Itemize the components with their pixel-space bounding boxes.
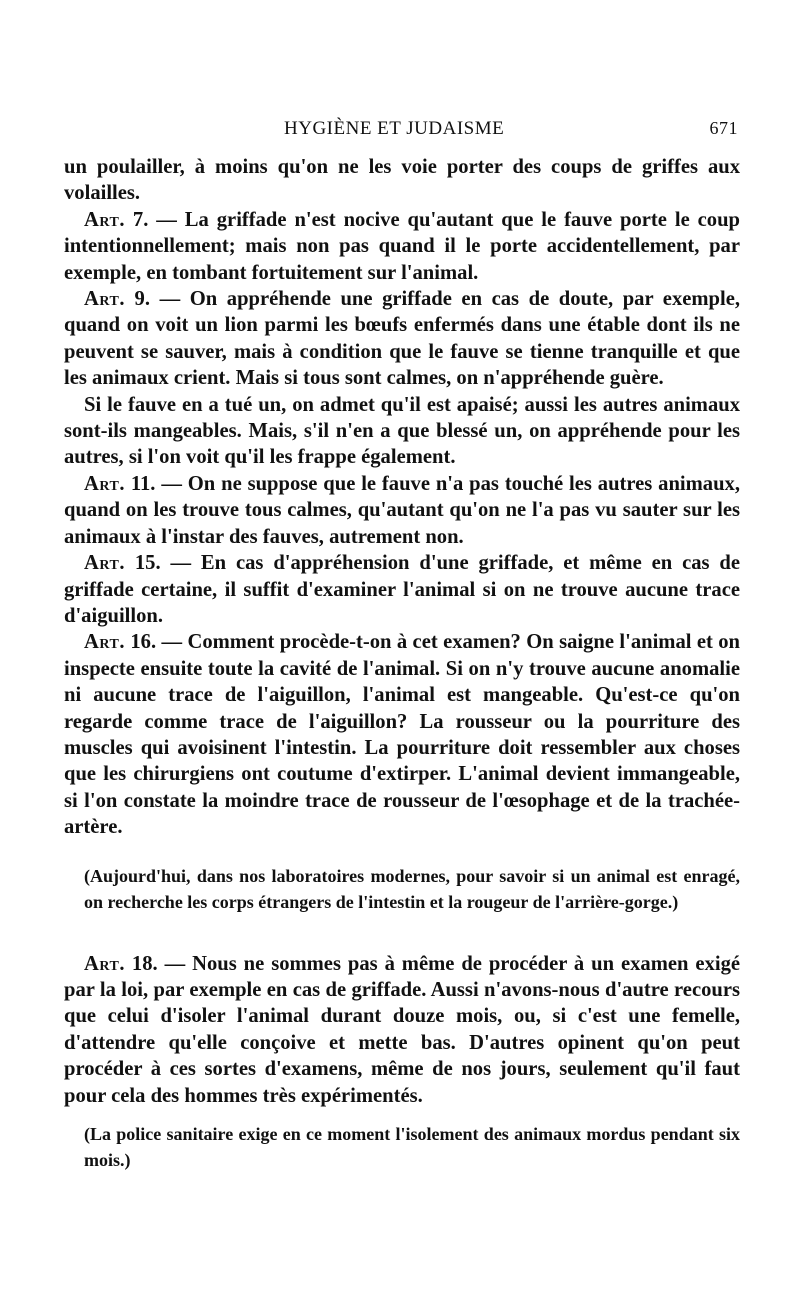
main-text: [64, 154, 740, 841]
paragraph: [64, 392, 740, 471]
page-number: 671: [709, 118, 738, 138]
article-11: [64, 471, 740, 550]
paragraph-text: 9. — On appréhende une griffade en cas de doute, par exemple, quand on voit un lion parmi les bœufs enfermés dans une étable dont ils ne peuvent se sauver, mais à condition que le fauve se tienne tranquille et que les animaux crient. Mais si tous sont calmes, on n'appréhende guère.: [64, 288, 740, 390]
article-label: Art.: [84, 472, 125, 495]
paragraph: [64, 154, 740, 207]
article-9: [64, 286, 740, 392]
paragraph-text: 11. — On ne suppose que le fauve n'a pas touché les autres animaux, quand on les trouve tous calmes, qu'autant qu'on ne l'a pas vu sauter sur les animaux à l'instar des fauves, autrement non.: [64, 472, 740, 548]
running-title: HYGIÈNE ET JUDAISME: [284, 118, 505, 139]
editorial-note-1: (Aujourd'hui, dans nos laboratoires modernes, pour savoir si un animal est enragé, on recherche les corps étrangers de l'intestin et la rougeur de l'arrière-gorge.): [84, 865, 740, 912]
article-label: Art.: [84, 288, 125, 311]
article-label: Art.: [84, 631, 125, 654]
paragraph-text: Si le fauve en a tué un, on admet qu'il est apaisé; aussi les autres animaux sont-ils mangeables. Mais, s'il n'en a que blessé un, on appréhende pour les autres, si l'on voit qu'il les frappe également.: [64, 393, 740, 469]
paragraph-text: 7. — La griffade n'est nocive qu'autant que le fauve porte le coup intentionnellement; mais non pas quand il le porte accidentellement, par exemple, en tombant fortuitement sur l'animal.: [64, 208, 740, 284]
article-18: [64, 951, 740, 1109]
article-label: Art.: [84, 952, 125, 975]
running-head: [64, 118, 740, 140]
article-16: [64, 629, 740, 840]
editorial-note-2: (La police sanitaire exige en ce moment l'isolement des animaux mordus pendant six mois.): [84, 1124, 740, 1170]
main-text-continued: [64, 951, 740, 1109]
paragraph-text: 16. — Comment procède-t-on à cet examen? On saigne l'animal et on inspecte ensuite toute la cavité de l'animal. Si on n'y trouve aucune anomalie ni aucune trace de l'aiguillon, l'animal est mangeable. Qu'est-ce qu'on regarde comme trace de l'aiguillon? La rousseur ou la pourriture des muscles qui avoisinent l'intestin. La pourriture doit ressembler aux choses que les chirurgiens ont coutume d'extirper. L'animal devient immangeable, si l'on constate la moindre trace de rousseur de l'œsophage et de la trachée-artère.: [64, 631, 740, 839]
paragraph-text: un poulailler, à moins qu'on ne les voie porter des coups de griffes aux volailles.: [64, 156, 740, 205]
article-15: [64, 550, 740, 629]
article-label: Art.: [84, 552, 125, 575]
article-7: [64, 207, 740, 286]
paragraph-text: 15. — En cas d'appréhension d'une griffade, et même en cas de griffade certaine, il suffit d'examiner l'animal si on ne trouve aucune trace d'aiguillon.: [64, 552, 740, 627]
article-label: Art.: [84, 208, 125, 231]
spacer: [64, 915, 740, 951]
paragraph-text: 18. — Nous ne sommes pas à même de procéder à un examen exigé par la loi, par exemple en cas de griffade. Aussi n'avons-nous d'autre recours que celui d'isoler l'animal durant douze mois, ou, si c'est une femelle, d'attendre qu'elle conçoive et mette bas. D'autres opinent qu'on peut procéder à ces sortes d'examens, même de nos jours, seulement qu'il faut pour cela des hommes très expérimentés.: [64, 952, 740, 1107]
